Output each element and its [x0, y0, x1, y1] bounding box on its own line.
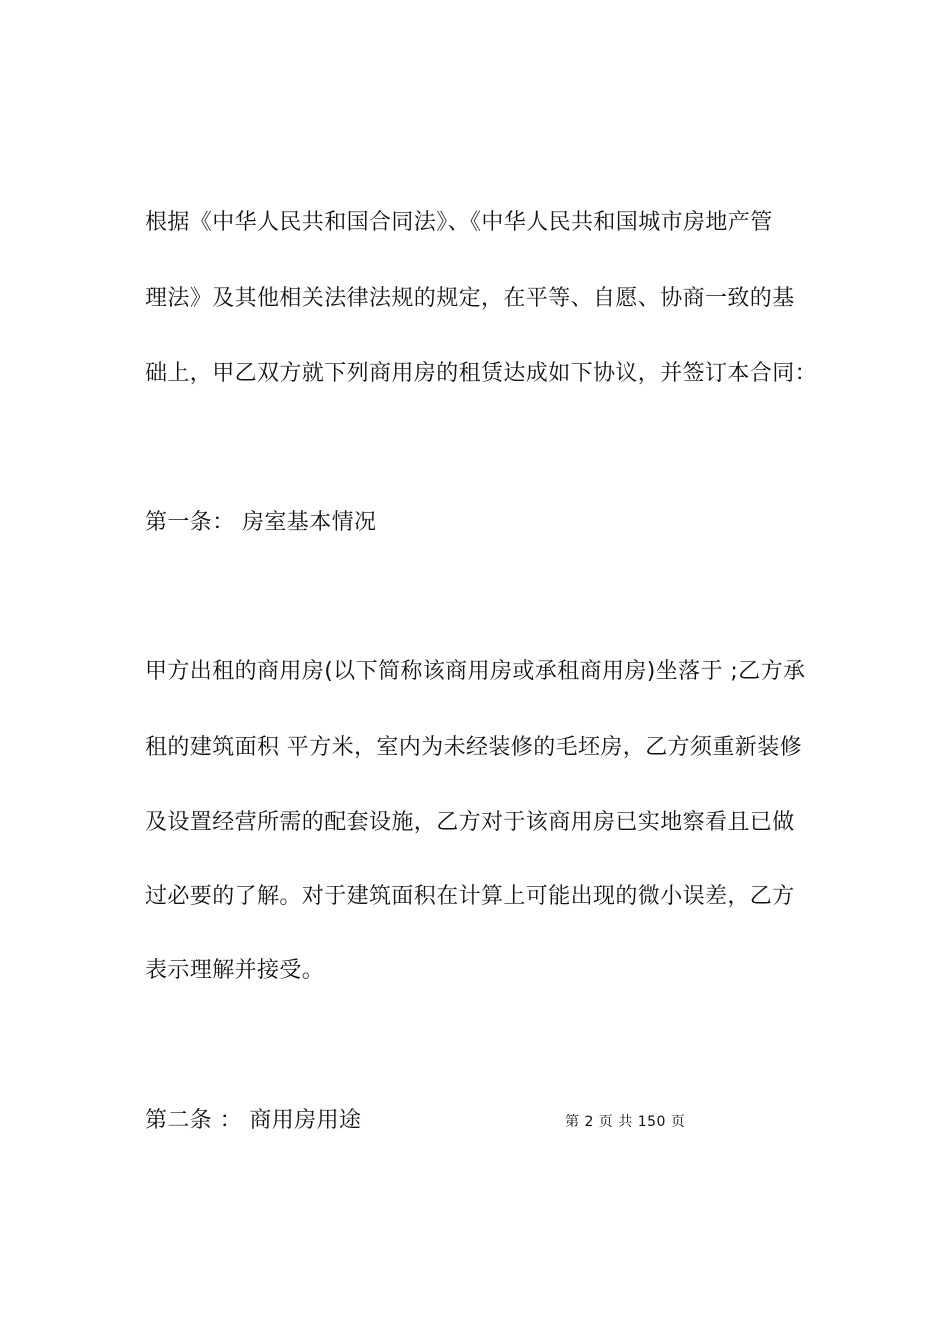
- article-1-line-1: 甲方出租的商用房(以下简称该商用房或承租商用房)坐落于 ;乙方承: [145, 659, 806, 684]
- article-1-line-3: 及设置经营所需的配套设施，乙方对于该商用房已实地察看且已做: [145, 810, 795, 835]
- page-number: 第 2 页 共 150 页: [565, 1114, 686, 1130]
- preamble-line-2: 理法》及其他相关法律法规的规定，在平等、自愿、协商一致的基: [145, 286, 795, 311]
- article-2-heading: 第二条 ： 商用房用途: [145, 1108, 362, 1133]
- preamble-line-3: 础上，甲乙双方就下列商用房的租赁达成如下协议，并签订本合同：: [145, 361, 818, 386]
- article-1-line-5: 表示理解并接受。: [145, 958, 325, 983]
- article-1-line-4: 过必要的了解。对于建筑面积在计算上可能出现的微小误差，乙方: [145, 884, 795, 909]
- preamble-line-1: 根据《中华人民共和国合同法》、《中华人民共和国城市房地产管: [145, 210, 773, 235]
- article-1-heading: 第一条： 房室基本情况: [145, 510, 377, 535]
- article-1-line-2: 租的建筑面积 平方米，室内为未经装修的毛坯房，乙方须重新装修: [145, 735, 802, 760]
